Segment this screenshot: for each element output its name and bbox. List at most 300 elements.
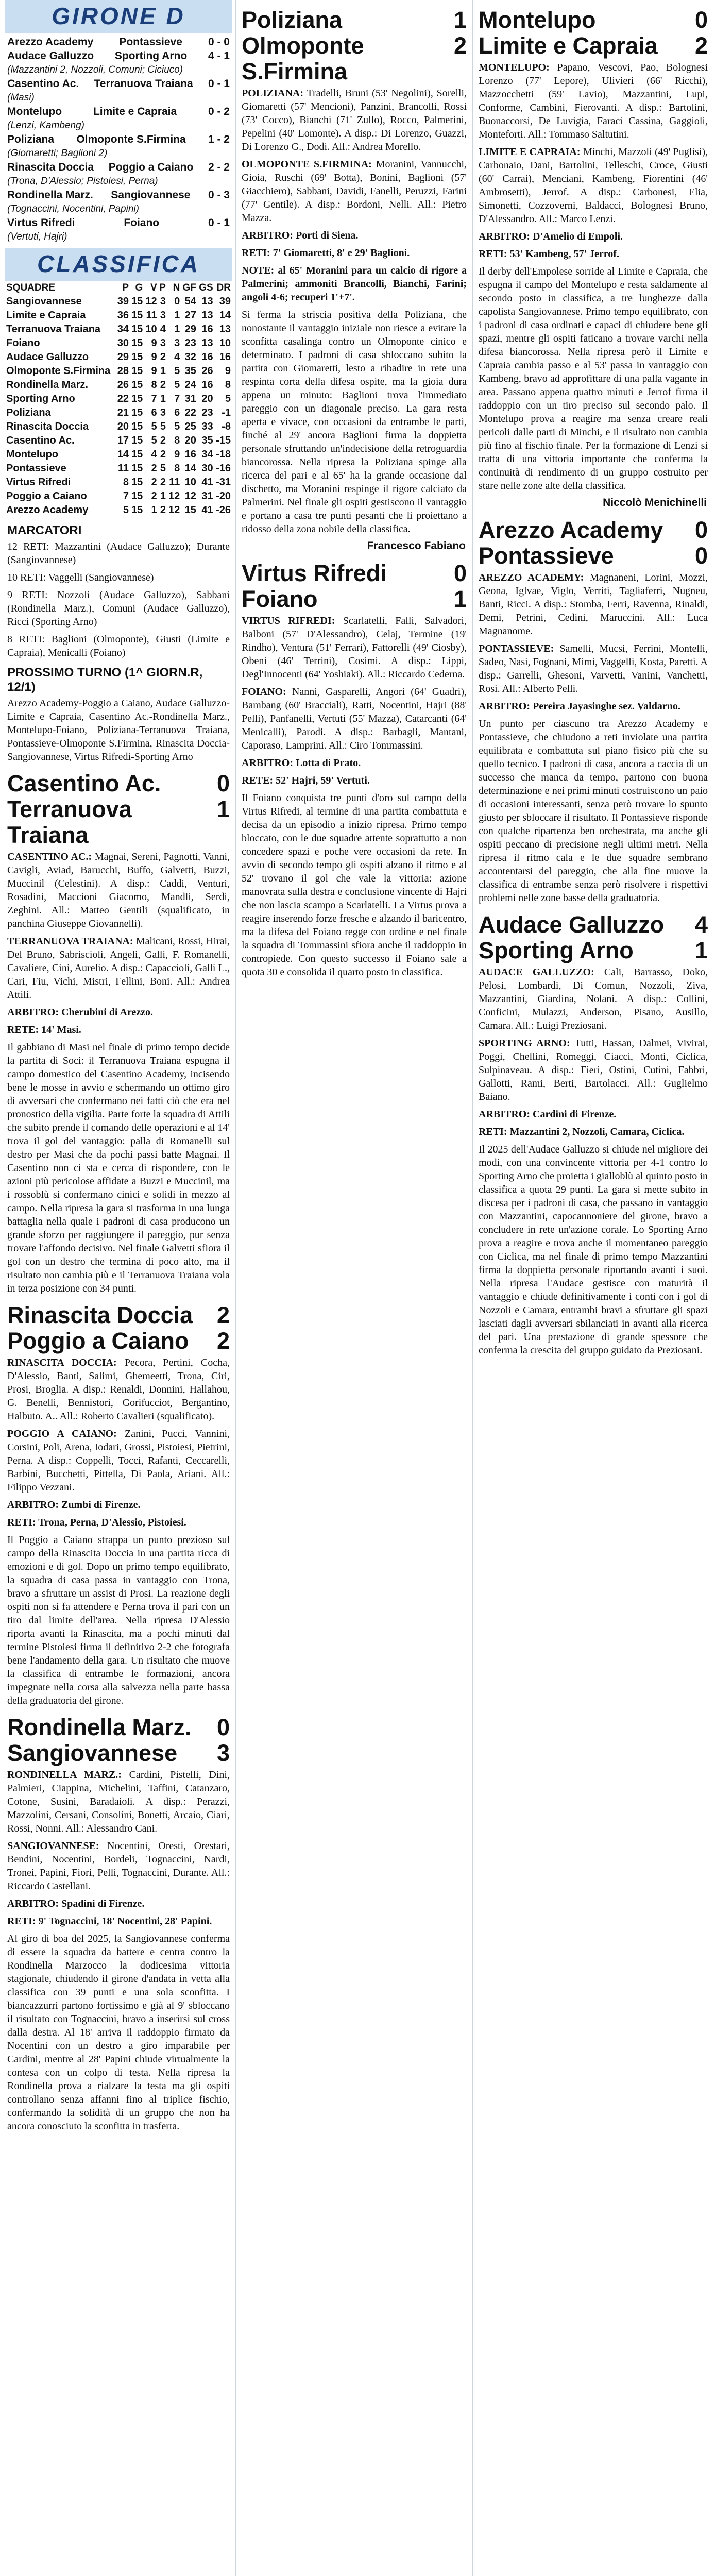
title-line	[242, 33, 467, 84]
standings-cell: 34	[201, 449, 213, 460]
result-away: Poggio a Caiano	[108, 161, 194, 173]
standings-cell: 17	[117, 435, 129, 446]
title-line	[479, 543, 708, 569]
score-away: 1	[216, 796, 230, 822]
team-away: Foiano	[242, 586, 318, 612]
title-line	[479, 912, 708, 938]
goals: RETI: 7' Giomaretti, 8' e 29' Baglioni.	[242, 247, 410, 259]
formation-label: PONTASSIEVE:	[479, 643, 554, 654]
standings-cell: 14	[219, 310, 231, 321]
score-away: 2	[216, 1328, 230, 1354]
standings-header-cell: GS	[199, 282, 213, 293]
standings-cell: 54	[184, 296, 196, 307]
team-home: Poliziana	[242, 7, 343, 33]
standings-row	[5, 392, 232, 406]
result-away: Terranuova Traiana	[94, 78, 193, 90]
match-notes: NOTE: al 65' Moranini para un calcio di rigore a Palmerini; ammoniti Brancolli, Bianchi, Farini; angoli 4-6; recuperi 1'+7'.	[242, 265, 467, 303]
goals: RETI: Trona, Perna, D'Alessio, Pistoiesi.	[7, 1517, 186, 1528]
article-montelupo-limite	[476, 7, 710, 493]
standings-row	[5, 336, 232, 350]
standings-cell: 15	[184, 504, 196, 516]
article-poliziana-olmoponte	[240, 7, 469, 536]
formation-label: VIRTUS RIFREDI:	[242, 615, 335, 626]
standings-cell: 13	[201, 310, 213, 321]
standings-cell: 20	[184, 435, 196, 446]
standings-cell: 5	[225, 393, 231, 404]
standings-cell: 15	[131, 449, 143, 460]
standings-cell: Poliziana	[6, 407, 51, 418]
standings-cell: 12	[168, 490, 180, 502]
result-scorers: (Masi)	[7, 92, 35, 103]
score-away: 2	[694, 32, 708, 59]
article-casentino-terranuova	[5, 771, 232, 1295]
standings-cell: 4	[174, 351, 180, 363]
title-line	[479, 517, 708, 543]
standings-cell: 14	[117, 449, 129, 460]
formation-label: FOIANO:	[242, 686, 286, 698]
formation-home	[7, 1768, 230, 1835]
standings-header-cell: P	[122, 282, 129, 293]
standings-cell: 35	[201, 435, 213, 446]
result-away: Sangiovannese	[111, 189, 191, 201]
standings-row	[5, 364, 232, 378]
standings-cell: 25	[184, 421, 196, 432]
team-home: Rinascita Doccia	[7, 1302, 193, 1328]
standings-header-cell: G	[135, 282, 143, 293]
formation-text: Samelli, Mucsi, Ferrini, Montelli, Sadeo, Nasi, Fognani, Mimi, Vaggelli, Kosta, Paretti. A disp.: Garrelli, Ghesoni, Varvetti, Vanini, Vanchetti, Rosi. All.: Alberto Pelli.	[479, 643, 708, 694]
standings-cell: 3	[160, 296, 166, 307]
team-away: Sangiovannese	[7, 1740, 178, 1766]
formation-home	[479, 571, 708, 638]
team-home: Arezzo Academy	[479, 517, 663, 543]
formation-label: RONDINELLA MARZ.:	[7, 1769, 122, 1781]
column-divider	[472, 0, 473, 2576]
standings-cell: 22	[117, 393, 129, 404]
formation-away	[242, 685, 467, 752]
results-list	[5, 33, 232, 244]
standings-cell: 39	[219, 296, 231, 307]
formation-away	[479, 145, 708, 226]
standings-cell: 23	[184, 337, 196, 349]
standings-cell: Rondinella Marz.	[6, 379, 88, 391]
result-row	[7, 216, 230, 230]
article-arezzo-pontassieve	[476, 517, 710, 905]
formation-label: OLMOPONTE S.FIRMINA:	[242, 159, 372, 170]
standings-cell: 13	[201, 296, 213, 307]
standings-cell: 16	[184, 449, 196, 460]
standings-cell: 3	[160, 337, 166, 349]
marcatori-title: MARCATORI	[7, 523, 82, 537]
article-body: Un punto per ciascuno tra Arezzo Academy e Pontassieve, che chiudono a reti inviolate una partita equilibrata e combattuta sul piano fisico più che su quello tecnico. I padroni di casa, ancora a caccia di un successo che manca da tempo, partono con buona determinazione e nei primi minuti costruiscono un paio di occasioni interessanti, senza però trovare lo spunto giusto per sbloccare il risultato. Il Pontassieve risponde con qualche ripartenza ben orchestrata, ma anche gli ospiti peccano di precisione negli ultimi metri. Nella ripresa il ritmo cala e le due squadre sembrano accontentarsi del pareggio, che alla fine muove la classifica di entrambe senza però risolvere i rispettivi problemi nelle zone basse della graduatoria.	[479, 718, 708, 904]
result-home: Virtus Rifredi	[7, 217, 75, 229]
result-away: Pontassieve	[119, 36, 182, 48]
referee: ARBITRO: Cherubini di Arezzo.	[7, 1007, 153, 1018]
signature: Francesco Fabiano	[367, 540, 466, 552]
team-home: Rondinella Marz.	[7, 1714, 192, 1740]
goals: RETE: 52' Hajri, 59' Vertuti.	[242, 775, 370, 786]
standings-cell: 8	[151, 379, 157, 391]
standings-cell: Rinascita Doccia	[6, 421, 89, 432]
result-home: Rinascita Doccia	[7, 161, 94, 173]
result-score: 1 - 2	[208, 133, 230, 145]
standings-cell: Audace Galluzzo	[6, 351, 89, 363]
article-title	[242, 7, 467, 84]
standings-cell: 11	[169, 477, 180, 488]
formation-label: AREZZO ACADEMY:	[479, 572, 584, 583]
standings-cell: 33	[201, 421, 213, 432]
result-scorers: (Vertuti, Hajri)	[7, 231, 67, 242]
article-title	[7, 771, 230, 848]
result-row	[7, 160, 230, 174]
standings-cell: 1	[160, 490, 166, 502]
standings-cell: 5	[151, 421, 157, 432]
standings-cell: 6	[174, 407, 180, 418]
standings-cell: Pontassieve	[6, 463, 66, 474]
formation-away	[479, 1037, 708, 1104]
standings-cell: -20	[216, 490, 231, 502]
formation-text: Nanni, Gasparelli, Angori (64' Guadri), Bambang (60' Bracciali), Ratti, Nocentini, Hajri (88' Pelli), Panfanelli, Vertuti (55' Mazza), Catarcanti (64' Menicalli), Parodi. A disp.: Barbagli, Mantani, Caporaso, Lamprini. All.: Ciro Tommassini.	[242, 686, 467, 751]
formation-label: SPORTING ARNO:	[479, 1038, 570, 1049]
team-home: Montelupo	[479, 7, 596, 33]
result-row	[7, 132, 230, 146]
standings-cell: Terranuova Traiana	[6, 324, 101, 335]
standings-cell: 7	[151, 393, 157, 404]
standings-cell: 3	[174, 337, 180, 349]
standings-cell: 24	[184, 379, 196, 391]
standings-cell: 2	[160, 435, 166, 446]
title-line	[479, 938, 708, 963]
standings-cell: 15	[131, 504, 143, 516]
standings-cell: 15	[131, 463, 143, 474]
standings-cell: 29	[184, 324, 196, 335]
formation-home	[479, 965, 708, 1032]
formation-text: Tutti, Hassan, Dalmei, Vivirai, Poggi, Chellini, Romeggi, Ciacci, Monti, Ciclica, Sulpinaveau. A disp.: Fieri, Ostini, Cutini, Fabbri, Gallotti, Rami, Berti, Bartolacci. All.: Guglielmo Baiano.	[479, 1038, 708, 1103]
standings-cell: Casentino Ac.	[6, 435, 75, 446]
result-scorers: (Giomaretti; Baglioni 2)	[7, 148, 108, 159]
standings-cell: 1	[151, 504, 157, 516]
column-middle	[240, 0, 469, 2576]
standings-cell: 9	[151, 351, 157, 363]
formation-label: MONTELUPO:	[479, 62, 550, 73]
formation-label: TERRANUOVA TRAIANA:	[7, 936, 133, 947]
standings-table	[5, 281, 232, 517]
standings-header	[5, 281, 232, 295]
result-home: Casentino Ac.	[7, 78, 79, 90]
standings-cell: 2	[160, 379, 166, 391]
standings-cell: 15	[131, 351, 143, 363]
standings-cell: 0	[174, 296, 180, 307]
referee: ARBITRO: Spadini di Firenze.	[7, 1898, 145, 1909]
result-home: Rondinella Marz.	[7, 189, 93, 201]
formation-text: Scarlatelli, Falli, Salvadori, Balboni (57' D'Alessandro), Celaj, Termine (19' Rindho), Ventura (51' Ferrari), Fattorelli (49' Ciosby), Obeni (46' Terrini), Cosimi. A disp.: Lippi, Degl'Innocenti (64' Yoshiaki). All.: Riccardo Cederna.	[242, 615, 467, 680]
standings-cell: 1	[160, 393, 166, 404]
result-home: Montelupo	[7, 106, 62, 117]
standings-row	[5, 309, 232, 323]
formation-away	[242, 158, 467, 225]
standings-cell: 16	[201, 324, 213, 335]
article-body: Il derby dell'Empolese sorride al Limite e Capraia, che espugna il campo del Montelupo e resta saldamente al secondo posto in classifica, a tre lunghezze dalla capolista Sangiovannese. Primo tempo equilibrato, con i padroni di casa ordinati e capaci di chiudere bene gli spazi, mentre gli ospiti faticano a trovare varchi nella difesa biancorossa. Nella ripresa però il Limite e Capraia cambia passo e al 53' passa in vantaggio con Kambeng, bravo ad approfittare di una palla vagante in area. Passano appena quattro minuti e Jerrof firma il raddoppio con un tiro preciso sul secondo palo. Il Montelupo prova a reagire ma senza creare reali pericoli dalle parti di Minchi, e il risultato non cambia più fino al fischio finale. Per la formazione di Lenzi si tratta di una vittoria importante che conferma la continuità di rendimento di un gruppo costruito per stare nelle zone alte della classifica.	[479, 266, 708, 492]
standings-cell: Arezzo Academy	[6, 504, 89, 516]
standings-cell: 10	[184, 477, 196, 488]
standings-cell: -16	[216, 463, 231, 474]
standings-row	[5, 323, 232, 336]
article-body: Il Poggio a Caiano strappa un punto prezioso sul campo della Rinascita Doccia in una partita ricca di emozioni e di gol. Dopo un primo tempo equilibrato, la squadra di casa passa in vantaggio con Trona, bravo a sfruttare un assist di Prosi. La reazione degli ospiti non si fa attendere e Perna trova il pari con un tiro dal limite dell'area. Nella ripresa D'Alessio riporta avanti la Rinascita, ma a pochi minuti dal termine Pistoiesi firma il definitivo 2-2 che fotografa bene l'andamento della gara. Un risultato che muove la classifica di entrambe le formazioni, ancora impegnate nella corsa alla salvezza nella parte bassa della graduatoria del girone.	[7, 1534, 230, 1706]
standings-cell: 7	[123, 490, 129, 502]
standings-cell: 3	[160, 407, 166, 418]
referee: ARBITRO: Cardini di Firenze.	[479, 1109, 617, 1120]
standings-cell: 34	[117, 324, 129, 335]
team-home: Casentino Ac.	[7, 770, 161, 796]
standings-cell: 15	[131, 337, 143, 349]
standings-cell: Limite e Capraia	[6, 310, 86, 321]
standings-header-cell: P	[159, 282, 166, 293]
result-score: 2 - 2	[208, 161, 230, 173]
result-row	[7, 77, 230, 91]
goals: RETI: 53' Kambeng, 57' Jerrof.	[479, 248, 619, 260]
result-row	[7, 105, 230, 118]
standings-cell: 39	[117, 296, 129, 307]
standings-cell: 15	[131, 310, 143, 321]
result-home: Audace Galluzzo	[7, 50, 94, 62]
standings-cell: 15	[131, 324, 143, 335]
formation-home	[7, 850, 230, 930]
formation-text: Magnai, Sereni, Pagnotti, Vanni, Cavigli, Aviad, Barucchi, Buffo, Galvetti, Buzzi, Muccinil (Celestini). A disp.: Caddi, Venturi, Rosadini, Maccioni Giacomo, Mandli, Serdi, Zeghini. All.: Matteo Gentili (squalificato, in panchina Giuseppe Giovannelli).	[7, 851, 230, 929]
standings-cell: 41	[201, 477, 213, 488]
team-away: Poggio a Caiano	[7, 1328, 189, 1354]
standings-cell: 9	[225, 365, 231, 377]
referee: ARBITRO: Lotta di Prato.	[242, 757, 361, 769]
formation-text: Malicani, Rossi, Hirai, Del Bruno, Sabriscioli, Angeli, Galli, F. Romanelli, Cavaliere, Cini, Aurelio. A disp.: Capaccioli, Galli L., Cari, Fiu, Vichi, Mistri, Fellini, Boni. All.: Andrea Attili.	[7, 936, 230, 1001]
goals: RETI: Mazzantini 2, Nozzoli, Camara, Ciclica.	[479, 1126, 685, 1138]
standings-row	[5, 295, 232, 309]
formation-label: POLIZIANA:	[242, 88, 304, 99]
standings-cell: 15	[131, 407, 143, 418]
standings-cell: 7	[174, 393, 180, 404]
standings-cell: 22	[184, 407, 196, 418]
classifica-header: CLASSIFICA	[5, 248, 232, 281]
formation-label: LIMITE E CAPRAIA:	[479, 146, 581, 158]
standings-cell: 2	[160, 477, 166, 488]
score-home: 0	[694, 517, 708, 543]
title-line	[7, 1328, 230, 1354]
standings-cell: 31	[201, 490, 213, 502]
score-home: 4	[694, 911, 708, 938]
result-score: 0 - 2	[208, 106, 230, 117]
standings-cell: 36	[117, 310, 129, 321]
article-virtus-foiano	[240, 561, 469, 979]
standings-cell: 11	[146, 310, 157, 321]
signature: Niccolò Menichinelli	[603, 497, 707, 509]
standings-cell: 15	[131, 477, 143, 488]
title-line	[242, 7, 467, 33]
result-score: 0 - 0	[208, 36, 230, 48]
standings-cell: 30	[201, 463, 213, 474]
article-title	[242, 561, 467, 612]
goals: RETI: 9' Tognaccini, 18' Nocentini, 28' Papini.	[7, 1916, 212, 1927]
standings-cell: -15	[216, 435, 231, 446]
result-away: Olmoponte S.Firmina	[76, 133, 186, 145]
standings-cell: 9	[151, 365, 157, 377]
formation-away	[7, 935, 230, 1002]
formation-home	[242, 614, 467, 681]
formation-home	[479, 61, 708, 141]
standings-cell: 16	[201, 379, 213, 391]
article-title	[479, 517, 708, 569]
standings-cell: 2	[151, 477, 157, 488]
scorer-line: 10 RETI: Vaggelli (Sangiovannese)	[7, 572, 154, 583]
standings-cell: 16	[219, 351, 231, 363]
goals: RETE: 14' Masi.	[7, 1024, 81, 1036]
referee: ARBITRO: D'Amelio di Empoli.	[479, 231, 623, 242]
score-away: 0	[694, 543, 708, 569]
formation-away	[7, 1427, 230, 1494]
standings-cell: 26	[201, 365, 213, 377]
title-line	[7, 771, 230, 796]
team-away: Sporting Arno	[479, 937, 634, 963]
result-score: 0 - 1	[208, 217, 230, 229]
standings-cell: 20	[117, 421, 129, 432]
team-away: Pontassieve	[479, 543, 614, 569]
article-galluzzo-sporting	[476, 912, 710, 1357]
standings-cell: 5	[151, 435, 157, 446]
scorer-line: 8 RETI: Baglioni (Olmoponte), Giusti (Limite e Capraia), Menicalli (Foiano)	[7, 634, 230, 658]
formation-text: Moranini, Vannucchi, Gioia, Ruschi (69' Botta), Bonini, Baglioni (57' Giacchiero), Sabbani, Davidi, Fanelli, Peruzzi, Farini (77' Gentile). A disp.: Bordoni, Nelli. All.: Pietro Mazza.	[242, 159, 467, 224]
article-title	[479, 7, 708, 59]
standings-cell: 32	[184, 351, 196, 363]
article-title	[479, 912, 708, 963]
standings-cell: 8	[123, 477, 129, 488]
score-away: 1	[453, 586, 467, 612]
standings-cell: 30	[117, 337, 129, 349]
standings-cell: 31	[184, 393, 196, 404]
standings-cell: 3	[160, 310, 166, 321]
formation-away	[479, 642, 708, 696]
standings-cell: 21	[117, 407, 129, 418]
article-body: Il 2025 dell'Audace Galluzzo si chiude nel migliore dei modi, con una convincente vittoria per 4-1 contro lo Sporting Arno che proietta i gialloblù al quinto posto in classifica a quota 29 punti. La gara si mette subito in discesa per i padroni di casa, che passano in vantaggio con Mazzantini, capocannoniere del girone, bravo a concludere in rete un'azione corale. Lo Sporting Arno prova a reagire e trova anche il momentaneo pareggio con Ciclica, ma nel finale di primo tempo Mazzantini firma la doppietta personale riportando avanti i suoi. Nella ripresa l'Audace gestisce con maturità il vantaggio e chiude definitivamente i conti con i gol di Nozzoli e Camara, entrambi bravi a sfruttare gli spazi lasciati dagli avversari sbilanciati in avanti alla ricerca del pari. Una prestazione di grande spessore che conferma la crescita del gruppo guidato da Preziosani.	[479, 1144, 708, 1356]
standings-cell: 1	[174, 310, 180, 321]
formation-label: AUDACE GALLUZZO:	[479, 967, 594, 978]
formation-away	[7, 1839, 230, 1893]
result-home: Arezzo Academy	[7, 36, 94, 48]
standings-cell: 15	[131, 490, 143, 502]
score-home: 1	[453, 7, 467, 33]
standings-row	[5, 489, 232, 503]
score-away: 2	[453, 32, 467, 59]
referee: ARBITRO: Zumbi di Firenze.	[7, 1499, 141, 1511]
standings-row	[5, 420, 232, 434]
result-score: 0 - 3	[208, 189, 230, 201]
scorer-line: 12 RETI: Mazzantini (Audace Galluzzo); Durante (Sangiovannese)	[7, 541, 230, 566]
title-line	[479, 33, 708, 59]
standings-cell: 41	[201, 504, 213, 516]
standings-cell: 6	[151, 407, 157, 418]
standings-cell: 8	[174, 463, 180, 474]
result-away: Sporting Arno	[114, 50, 188, 62]
formation-text: Minchi, Mazzoli (49' Puglisi), Carbonaio, Dani, Bartolini, Telleschi, Croce, Giusti (60' Carrai), Menciani, Kambeng, Fiorentini (46' Ambrosetti), Jerrof. A disp.: Carbonesi, Elia, Simonetti, Cozzoverni, Baldacci, Bolognesi Bruno, D'Alessandro. All.: Marco Lenzi.	[479, 146, 708, 225]
title-line	[479, 7, 708, 33]
formation-home	[7, 1356, 230, 1423]
standings-cell: 15	[131, 365, 143, 377]
standings-header-cell: V	[150, 282, 157, 293]
title-line	[7, 796, 230, 848]
title-line	[7, 1715, 230, 1740]
standings-cell: 2	[160, 449, 166, 460]
title-line	[7, 1740, 230, 1766]
standings-row	[5, 406, 232, 420]
title-line	[242, 586, 467, 612]
standings-cell: 5	[160, 421, 166, 432]
standings-cell: 9	[151, 337, 157, 349]
standings-cell: 15	[131, 296, 143, 307]
standings-cell: 12	[145, 296, 157, 307]
standings-cell: 10	[145, 324, 157, 335]
score-home: 2	[216, 1302, 230, 1328]
column-left	[5, 0, 232, 2576]
standings-cell: 15	[131, 421, 143, 432]
standings-cell: 1	[160, 365, 166, 377]
standings-cell: Sangiovannese	[6, 296, 82, 307]
formation-label: RINASCITA DOCCIA:	[7, 1357, 117, 1368]
score-home: 0	[453, 560, 467, 586]
article-body: Il gabbiano di Masi nel finale di primo tempo decide la partita di Soci: il Terranuova Traiana espugna il campo domestico del Casentino Academy, incisendo bene le mosse in avvio e schermando un ottimo giro di avversari che confermano nei fatti ciò che era nel pronostico della vigilia. Parte forte la squadra di Attili che subito prende il comando delle operazioni e al 14' trova il gol del vantaggio: palla di Romanelli sul destro per Masi che da pochi passi batte Magnai. Il Casentino non ci sta e cerca di rispondere, con le azioni più pericolose affidate a Buzzi e Muccinil, ma i rossoblù si confermano cinici e solidi in mezzo al campo. Nella ripresa la gara si trasforma in una lunga battaglia nella quale i padroni di casa producono un grande sforzo per raggiungere il pareggio, pur senza trovare l'affondo decisivo. Nel finale Galvetti sfiora il gol con un destro che termina di poco alto, ma il risultato non cambia più e il Terranuova Traiana vola in terza posizione con 34 punti.	[7, 1042, 230, 1294]
formation-text: Magnaneni, Lorini, Mozzi, Geona, Iglvae, Viglo, Verriti, Tagliaferri, Nugneu, Banti, Ricci. A disp.: Stomba, Ferri, Ravenna, Rinaldi, Demi, Petrini, Cedini, Maruccini. All.: Luca Magnanome.	[479, 572, 708, 637]
standings-cell: 35	[184, 365, 196, 377]
standings-cell: Olmoponte S.Firmina	[6, 365, 111, 377]
formation-home	[242, 87, 467, 154]
score-home: 0	[694, 7, 708, 33]
standings-cell: Poggio a Caiano	[6, 490, 87, 502]
standings-row	[5, 448, 232, 462]
formation-text: Papano, Vescovi, Pao, Bolognesi Lorenzo (77' Lepore), Ulivieri (66' Ricchi), Mazzocchetti (59' Lavio), Mazzantini, Lupi, Conforme, Cambini, Fierovanti. A disp.: Bartolini, Buonaccorsi, De Luvigia, Faraci Cassina, Gaggioli, Monteforti. All.: Tommaso Saltutini.	[479, 62, 708, 140]
standings-cell: 29	[117, 351, 129, 363]
standings-cell: -31	[216, 477, 231, 488]
team-home: Audace Galluzzo	[479, 911, 665, 938]
formation-text: Cardini, Pistelli, Dini, Palmieri, Ciappina, Michelini, Taffini, Catanzaro, Cotone, Susini, Baradaioli. A disp.: Perazzi, Mazzolini, Cersani, Consolini, Bonetti, Arcaio, Ciari, Rossi, Nonni. All.: Alessandro Cani.	[7, 1769, 230, 1834]
result-away: Foiano	[124, 217, 160, 229]
article-body: Al giro di boa del 2025, la Sangiovannese conferma di essere la squadra da battere e centra contro la Rondinella Marzocco la dodicesima vittoria stagionale, chiudendo il girone d'andata in vetta alla classifica con 39 punti e una sola sconfitta. I biancazzurri partono fortissimo e già al 9' sbloccano il risultato con Tognaccini, bravo a inserirsi sul cross dalla destra. Al 18' arriva il raddoppio firmato da Nocentini con un destro a giro imparabile per Cardini, mentre al 28' Papini chiude virtualmente la contesa con un colpo di testa. Nella ripresa la Rondinella prova a rialzare la testa ma gli ospiti controllano senza affanni fino al triplice fischio, confermando la solidità di un gruppo che non ha ancora conosciuto la sconfitta in trasferta.	[7, 1933, 230, 2132]
standings-cell: 4	[151, 449, 157, 460]
team-away: Terranuova Traiana	[7, 796, 132, 848]
standings-cell: 5	[174, 421, 180, 432]
standings-cell: -1	[222, 407, 231, 418]
article-rinascita-poggio	[5, 1302, 232, 1707]
standings-cell: 2	[160, 351, 166, 363]
article-title	[7, 1302, 230, 1354]
article-body: Si ferma la striscia positiva della Poliziana, che nonostante il vantaggio iniziale non riesce a evitare la sconfitta casalinga contro un Olmoponte cinico e determinato. I padroni di casa sbloccano subito la partita con Giomaretti, lesto a ribadire in rete una respinta corta della difesa ospite, ma la gioia dura appena un minuto: Baglioni trova l'immediato pareggio con un diagonale preciso. La gara resta aperta e vivace, con occasioni da entrambe le parti, finché al 29' ancora Baglioni firma la doppietta personale sfruttando un'indecisione della retroguardia biancorossa. Nella ripresa la Poliziana spinge alla ricerca del pari e al 65' ha la grande occasione dal dischetto, ma Moranini respinge il rigore calciato da Palmerini. Nel finale gli ospiti gestiscono il vantaggio e portano a casa tre punti pesanti che li proiettano a ridosso della zona nobile della classifica.	[242, 309, 467, 535]
result-score: 0 - 1	[208, 78, 230, 90]
result-away: Limite e Capraia	[93, 106, 177, 117]
standings-cell: Foiano	[6, 337, 40, 349]
standings-cell: 2	[151, 490, 157, 502]
column-divider	[235, 0, 236, 2576]
standings-cell: 11	[117, 463, 129, 474]
title-line	[7, 1302, 230, 1328]
standings-header-cell: GF	[182, 282, 196, 293]
standings-cell: 5	[160, 463, 166, 474]
team-away: Limite e Capraia	[479, 32, 658, 59]
formation-text: Tradelli, Bruni (53' Negolini), Sorelli, Giomaretti (57' Mencioni), Panzini, Brancolli, Rossi (73' Cocco), Bianchi (71' Zullo), Rocco, Palmerini, Pepelini (40' Lomonte). A disp.: Di Lorenzo, Guazzi, Di Lorenzo G., Dodi. All.: Andrea Morello.	[242, 88, 467, 152]
standings-header-cell: SQUADRE	[6, 282, 56, 293]
standings-row	[5, 350, 232, 364]
scorers-list	[5, 540, 232, 659]
result-scorers: (Mazzantini 2, Nozzoli, Comuni; Ciciuco)	[7, 64, 183, 75]
formation-text: Nocentini, Oresti, Orestari, Bendini, Nocentini, Bordeli, Tognaccini, Nardi, Tronei, Papini, Fiori, Pelli, Tognaccini, Durante. All.: Riccardo Castellani.	[7, 1840, 230, 1892]
standings-cell: 4	[160, 324, 166, 335]
prossimo-title: PROSSIMO TURNO (1^ GIORN.R, 12/1)	[7, 666, 203, 694]
standings-cell: -8	[222, 421, 231, 432]
result-row	[7, 188, 230, 202]
referee: ARBITRO: Porti di Siena.	[242, 230, 359, 241]
